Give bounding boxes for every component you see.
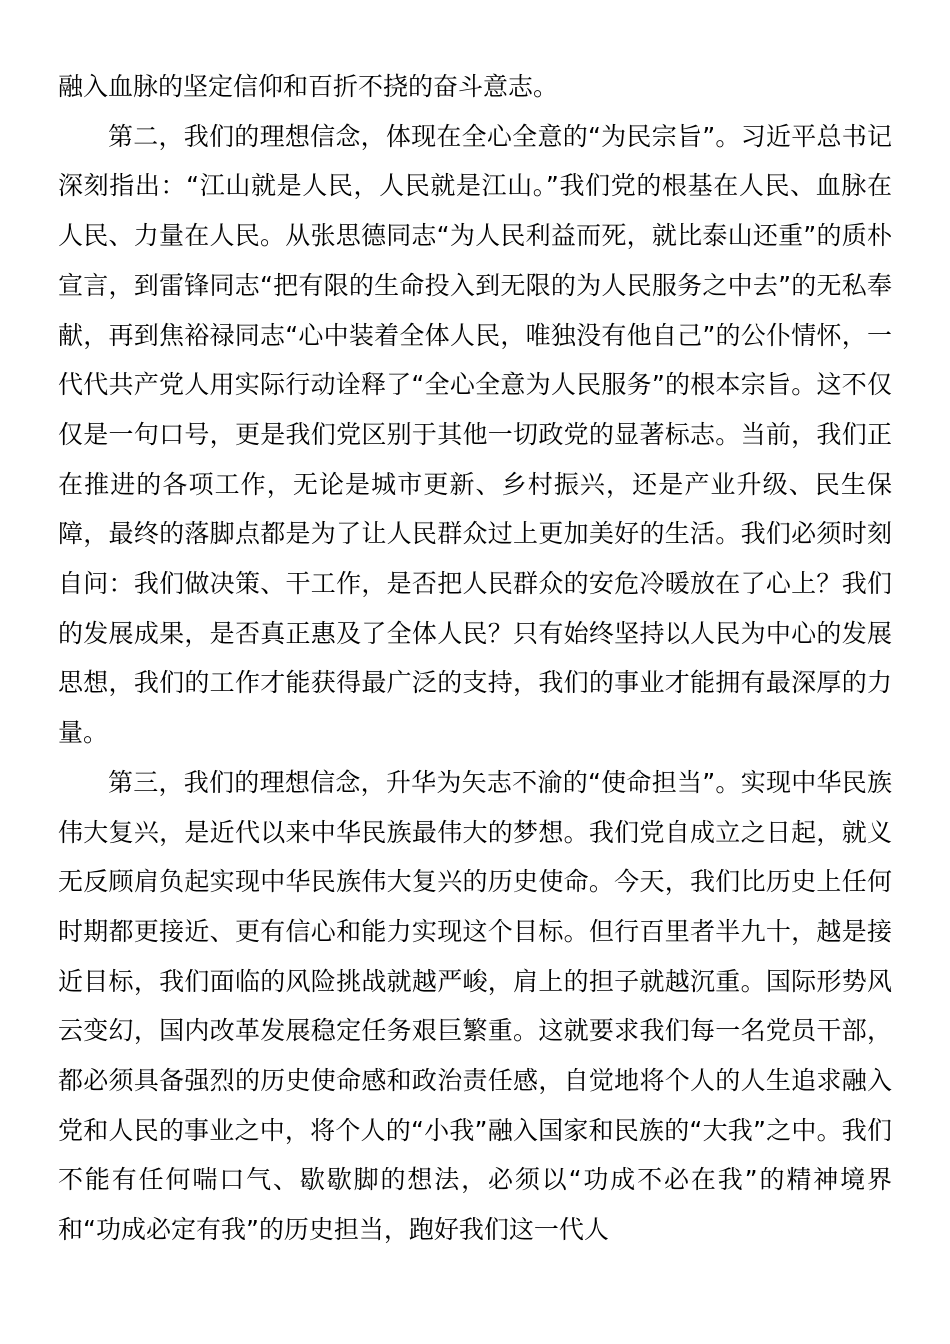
- paragraph-second-point: 第二，我们的理想信念，体现在全心全意的“为民宗旨”。习近平总书记深刻指出：“江山就是人民，人民就是江山。”我们党的根基在人民、血脉在人民、力量在人民。从张思德同志“为人民利益而死，就比泰山还重”的质朴宣言，到雷锋同志“把有限的生命投入到无限的为人民服务之中去”的无私奉献，再到焦裕禄同志“心中装着全体人民，唯独没有他自己”的公仆情怀，一代代共产党人用实际行动诠释了“全心全意为人民服务”的根本宗旨。这不仅仅是一句口号，更是我们党区别于其他一切政党的显著标志。当前，我们正在推进的各项工作，无论是城市更新、乡村振兴，还是产业升级、民生保障，最终的落脚点都是为了让人民群众过上更加美好的生活。我们必须时刻自问：我们做决策、干工作，是否把人民群众的安危冷暖放在了心上？我们的发展成果，是否真正惠及了全体人民？只有始终坚持以人民为中心的发展思想，我们的工作才能获得最广泛的支持，我们的事业才能拥有最深厚的力量。: [58, 121, 892, 748]
- document-page: [58, 62, 892, 1255]
- paragraph-continued: 融入血脉的坚定信仰和百折不挠的奋斗意志。: [58, 72, 559, 101]
- paragraph-third-point: 第三，我们的理想信念，升华为矢志不渝的“使命担当”。实现中华民族伟大复兴，是近代以来中华民族最伟大的梦想。我们党自成立之日起，就义无反顾肩负起实现中华民族伟大复兴的历史使命。今天，我们比历史上任何时期都更接近、更有信心和能力实现这个目标。但行百里者半九十，越是接近目标，我们面临的风险挑战就越严峻，肩上的担子就越沉重。国际形势风云变幻，国内改革发展稳定任务艰巨繁重。这就要求我们每一名党员干部，都必须具备强烈的历史使命感和政治责任感，自觉地将个人的人生追求融入党和人民的事业之中，将个人的“小我”融入国家和民族的“大我”之中。我们不能有任何喘口气、歇歇脚的想法，必须以“功成不必在我”的精神境界和“功成必定有我”的历史担当，跑好我们这一代人: [58, 767, 892, 1245]
